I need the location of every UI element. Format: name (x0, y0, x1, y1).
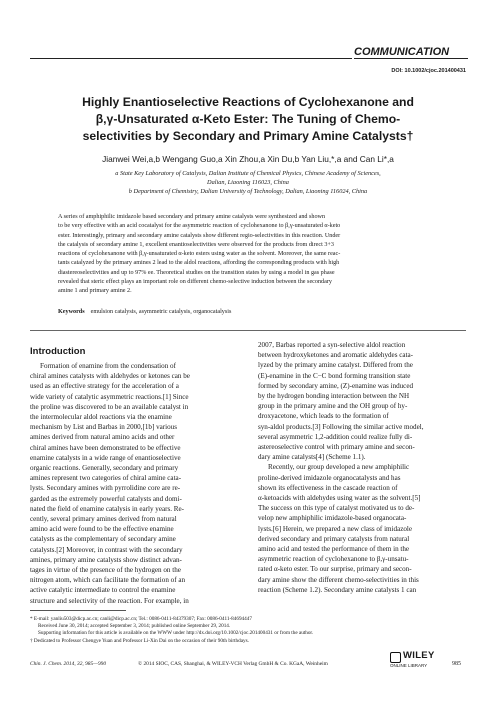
wiley-online-library: ONLINE LIBRARY (390, 663, 428, 668)
wiley-mark-icon (390, 652, 401, 663)
text-line: mechanism by List and Barbas in 2000,[1b] various (30, 423, 177, 432)
text-line: formed by secondary amine, (Z)-enamine was induced (258, 381, 414, 390)
text-line: amino acid and tested the performance of them in the (258, 545, 410, 554)
abstract-divider (30, 330, 466, 331)
wiley-logo (390, 650, 440, 672)
footnote-dedication: † Dedicated to Professor Chengye Yuan and Professor Li-Xin Dai on the occasion of their 90th birthdays. (30, 637, 249, 644)
text-line: droxyacetone, which leads to the formation of (258, 412, 389, 421)
keywords (58, 309, 440, 315)
text-line: amines, primary amine catalysts show distinct advan- (30, 555, 182, 564)
header-rule-right (354, 58, 468, 59)
abstract-line: tants catalyzed by the primary amines 2 lead to the aldol reactions, affording the corresponding products with high (58, 260, 340, 267)
page-number: 985 (452, 661, 461, 667)
keywords-label: Keywords (58, 309, 85, 315)
affiliation-b: b Department of Chemistry, Dalian University of Technology, Dalian, Liaoning 116024, China (128, 188, 368, 195)
text-line: garded as the extremely powerful catalysts and domi- (30, 494, 182, 503)
footnote-received: Received June 30, 2014; accepted September 3, 2014; published online September 29, 2014. (38, 623, 231, 630)
text-line: group in the primary amine and the OH group of hy- (258, 402, 408, 411)
text-line: several asymmetric 1,2-addition could realize fully di- (258, 432, 413, 441)
text-line: chiral amines have been demonstrated to be effective (30, 443, 181, 452)
abstract-line: the catalysis of secondary amine 1, excellent enantioselectivities were observed for the products from direct 3+3 (58, 241, 334, 248)
text-line: tages in virtue of the presence of the hydrogen on the (30, 566, 181, 575)
title-line-3: selectivities by Secondary and Primary Amine Catalysts† (82, 129, 414, 143)
text-line: active catalytic intermediate to control the enamine (30, 586, 176, 595)
text-line: used as an effective strategy for the acceleration of a (30, 382, 179, 391)
text-line: by the hydrogen bonding interaction between the NH (258, 392, 410, 401)
text-line: Recently, our group developed a new amphiphilic (268, 463, 410, 472)
text-line: (E)-enamine in the C−C bond forming transition state (258, 371, 411, 380)
text-line: rated α-keto ester. To our surprise, primary and secon- (258, 565, 412, 574)
text-line: organic reactions. Generally, secondary and primary (30, 464, 179, 473)
text-line: chiral amines catalysts with aldehydes or ketones can be (30, 372, 190, 381)
abstract-line: A series of amphiphilic imidazole based secondary and primary amine catalysts were synthesized and shown (58, 214, 326, 220)
right-column (258, 340, 466, 595)
text-line: between hydroxyketones and aromatic aldehydes cata- (258, 351, 414, 360)
text-line: the intermolecular aldol reactions via the enamine (30, 413, 172, 422)
text-line: velop new amphiphilic imidazole-based organocata- (258, 514, 407, 523)
affiliations (40, 169, 456, 196)
text-line: cently, several primary amines derived from natural (30, 515, 177, 524)
text-line: catalysts as the complementary of secondary amine (30, 535, 176, 544)
text-line: asymmetric reaction of cyclohexanone to β,γ-unsatu- (258, 555, 409, 564)
abstract-line: revealed that steric effect plays an important role on different chemo-selective induction between the secondary (58, 279, 332, 286)
affiliation-a-line-2: Dalian, Liaoning 116023, China (207, 179, 289, 186)
text-line: amines represent two categories of chiral amine cata- (30, 474, 182, 483)
abstract-line: diastereoselectivities and up to 97% ee. Theoretical studies on the transition states by using a model in gas phase (58, 269, 335, 276)
text-line: astereoselective control with primary amine and secon- (258, 443, 415, 452)
text-line: amino acid were found to be the effective enamine (30, 525, 174, 534)
text-line: syn-aldol products.[3] Following the similar active model, (258, 422, 424, 431)
text-line: dary amine show the different chemo-selectivities in this (258, 575, 419, 584)
authors: Jianwei Wei,a,b Wengang Guo,a Xin Zhou,a Xin Du,b Yan Liu,*,a and Can Li*,a (102, 154, 394, 164)
text-line: enamine catalysts in a wide range of enantioselective (30, 453, 181, 462)
text-line: lysts. Secondary amines with pyrrolidine core are re- (30, 484, 181, 493)
abstract (58, 213, 440, 297)
affiliation-a-line-1: a State Key Laboratory of Catalysis, Dalian Institute of Chemical Physics, Chinese Academy of Sciences, (115, 170, 381, 177)
text-line: lysts.[6] Herein, we prepared a new class of imidazole (258, 524, 413, 533)
title-line-2: β,γ-Unsaturated α-Keto Ester: The Tuning of Chemo- (95, 112, 401, 126)
text-line: structure and selectivity of the reaction. For example, in (30, 596, 189, 605)
footnote-email: * E-mail: yanliu503@dicp.ac.cn; canli@dicp.ac.cn; Tel.: 0086-0411-84379307; Fax: 0086-0411-84694447 (30, 616, 252, 622)
footnotes (30, 616, 450, 645)
left-column (30, 361, 238, 606)
text-line: proline-derived imidazole organocatalysts and has (258, 473, 401, 482)
text-line: amines derived from natural amino acids and other (30, 433, 175, 442)
text-line: 2007, Barbas reported a syn-selective aldol reaction (258, 341, 406, 349)
text-line: reaction (Scheme 1.2). Secondary amine catalysts 1 can (258, 585, 417, 594)
text-line: nitrogen atom, which can facilitate the formation of an (30, 576, 186, 585)
abstract-line: to be very effective with an acid cocatalyst for the asymmetric reaction of cyclohexanone to β,γ-unsaturated α-keto (58, 223, 341, 230)
text-line: shown its effectiveness in the cascade reaction of (258, 483, 398, 492)
text-line: nated the field of enamine catalysis in early years. Re- (30, 504, 185, 513)
text-line: the proline was discovered to be an available catalyst in (30, 402, 189, 411)
journal-citation: Chin. J. Chem. 2014, 32, 985—990 (30, 661, 107, 667)
header-rule (30, 58, 352, 59)
text-line: α-ketoacids with aldehydes using water as the solvent.[5] (258, 494, 421, 503)
article-title (40, 94, 456, 145)
text-line: The success on this type of catalyst motivated us to de- (258, 504, 415, 513)
text-line: wide variety of catalytic asymmetric reactions.[1] Since (30, 392, 189, 401)
introduction-heading: Introduction (30, 346, 86, 357)
section-label: COMMUNICATION (354, 46, 450, 58)
footnote-rule (30, 610, 126, 611)
text-line: dary amine catalysts[4] (Scheme 1.1). (258, 453, 366, 462)
footnote-supporting: Supporting information for this article is available on the WWW under http://dx.doi.org/10.1002/cjoc.201400431 or from the author. (38, 630, 314, 637)
title-line-1: Highly Enantioselective Reactions of Cyclohexanone and (82, 95, 414, 109)
abstract-line: reactions of cyclohexanone with β,γ-unsaturated α-keto esters using water as the solvent. Moreover, the same reac- (58, 251, 341, 258)
wiley-wordmark: WILEY (403, 650, 435, 661)
keywords-list: emulsion catalysis, asymmetric catalysis, organocatalysis (90, 309, 232, 315)
text-line: derived secondary and primary catalysts from natural (258, 534, 410, 543)
doi[interactable]: DOI: 10.1002/cjoc.201400431 (391, 68, 466, 74)
text-line: Formation of enamine from the condensation of (40, 362, 176, 370)
text-line: catalysts.[2] Moreover, in contrast with the secondary (30, 545, 183, 554)
copyright: © 2014 SIOC, CAS, Shanghai, & WILEY-VCH Verlag GmbH & Co. KGaA, Weinheim (138, 661, 328, 667)
abstract-line: ester. Interestingly, primary and secondary amine catalysts show different regio-selectivities in this reaction. Under (58, 232, 341, 239)
abstract-line: amine 1 and primary amine 2. (58, 288, 132, 295)
text-line: lyzed by the primary amine catalyst. Differed from the (258, 361, 413, 370)
